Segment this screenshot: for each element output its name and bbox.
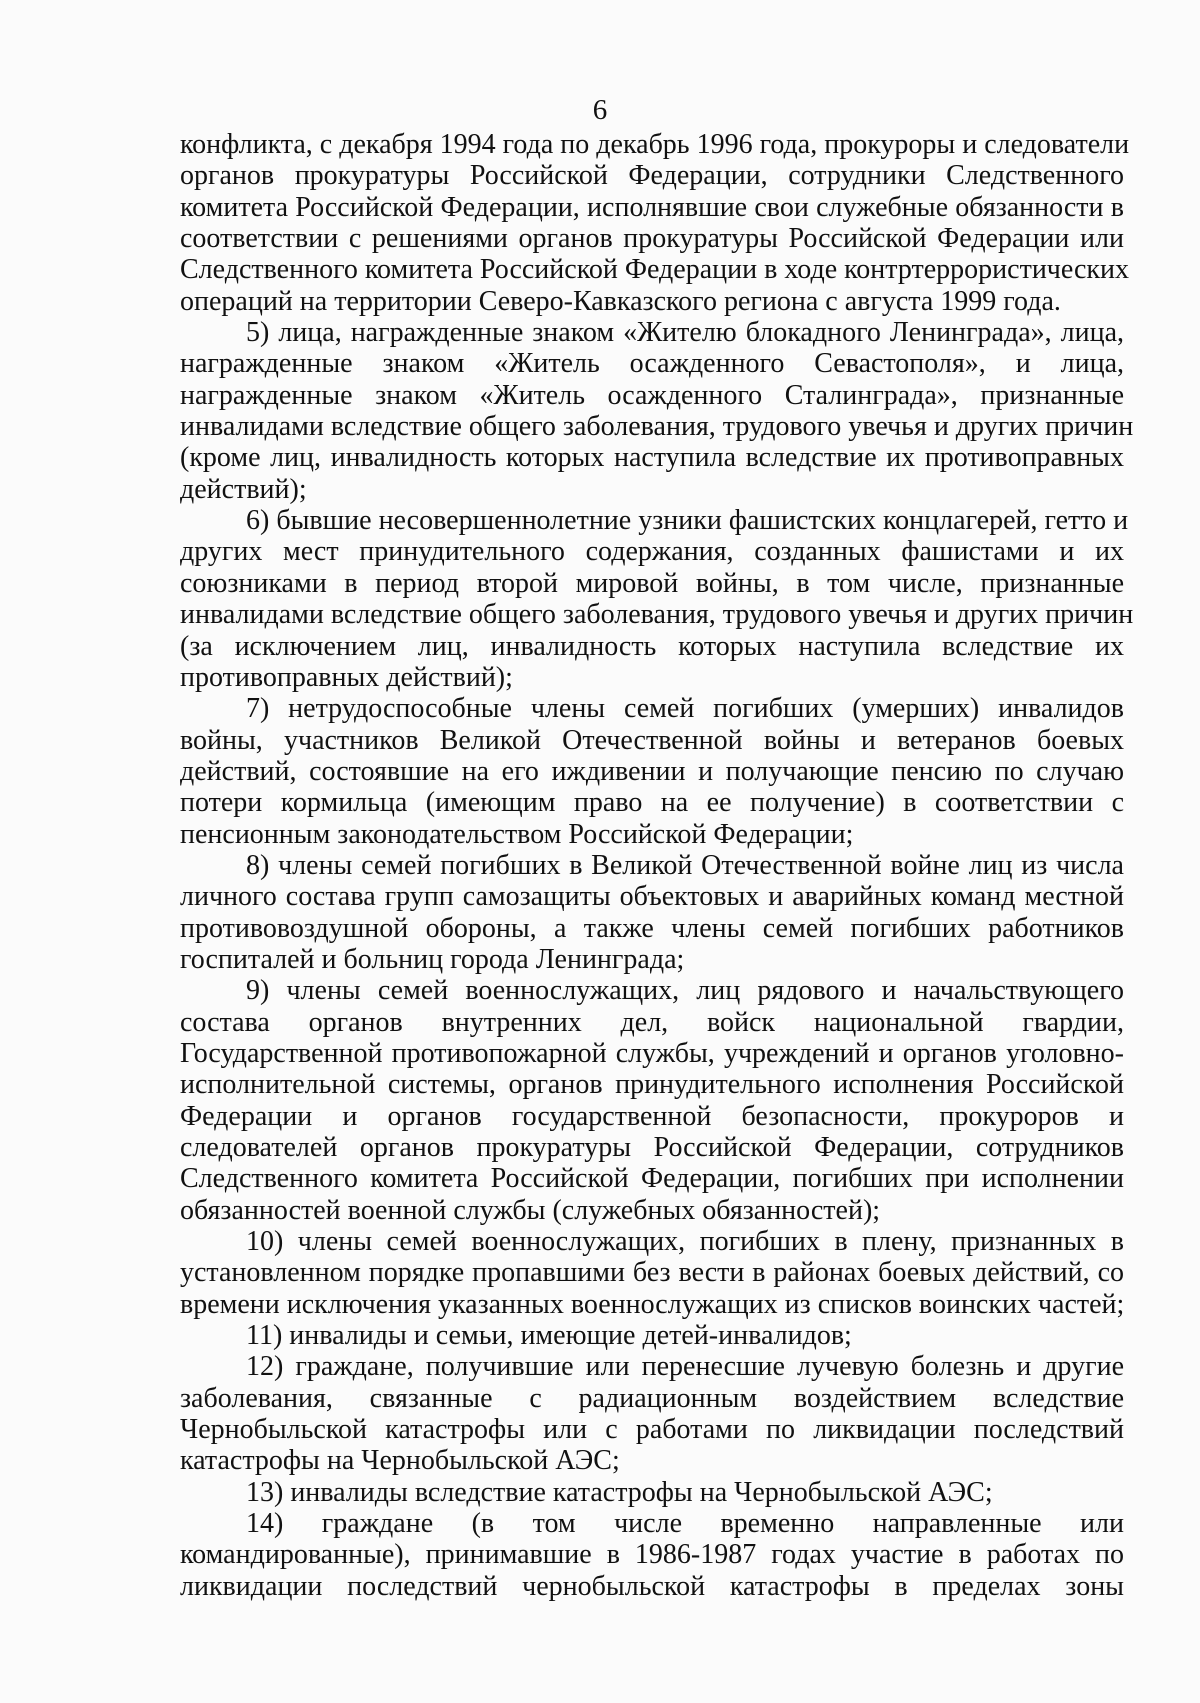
text-line: 13) инвалиды вследствие катастрофы на Чернобыльской АЭС;: [246, 1476, 993, 1508]
page-number: 6: [592, 94, 608, 126]
text-line: комитета Российской Федерации, исполнявшие свои служебные обязанности в: [180, 191, 1124, 223]
text-line: установленном порядке пропавшими без вести в районах боевых действий, со: [180, 1257, 1124, 1289]
text-line: пенсионным законодательством Российской Федерации;: [180, 818, 854, 850]
text-line: 7) нетрудоспособные члены семей погибших (умерших) инвалидов: [246, 693, 1124, 725]
text-line: награжденные знаком «Житель осажденного Севастополя», и лица,: [180, 348, 1124, 380]
document-body: [180, 129, 1134, 1602]
text-line: Следственного комитета Российской Федерации в ходе контртеррористических: [180, 254, 1130, 286]
text-line: Чернобыльской катастрофы или с работами по ликвидации последствий: [180, 1414, 1124, 1446]
text-line: инвалидами вследствие общего заболевания, трудового увечья и других причин: [180, 599, 1134, 631]
text-line: операций на территории Северо-Кавказского региона с августа 1999 года.: [180, 285, 1061, 317]
text-line: потери кормильца (имеющим право на ее получение) в соответствии с: [180, 787, 1124, 819]
text-line: личного состава групп самозащиты объектовых и аварийных команд местной: [180, 881, 1124, 913]
text-line: командированные), принимавшие в 1986-1987 годах участие в работах по: [180, 1539, 1124, 1571]
text-line: 14) граждане (в том числе временно направленные или: [246, 1508, 1124, 1540]
text-line: 5) лица, награжденные знаком «Жителю блокадного Ленинграда», лица,: [246, 317, 1124, 349]
text-line: ликвидации последствий чернобыльской катастрофы в пределах зоны: [180, 1570, 1124, 1602]
text-line: органов прокуратуры Российской Федерации, сотрудники Следственного: [180, 160, 1124, 192]
text-line: госпиталей и больниц города Ленинграда;: [180, 943, 685, 975]
text-line: 12) граждане, получившие или перенесшие лучевую болезнь и другие: [246, 1351, 1124, 1383]
text-line: противовоздушной обороны, а также члены семей погибших работников: [180, 912, 1124, 944]
text-line: заболевания, связанные с радиационным воздействием вследствие: [180, 1382, 1124, 1414]
text-line: других мест принудительного содержания, созданных фашистами и их: [180, 536, 1124, 568]
text-line: войны, участников Великой Отечественной войны и ветеранов боевых: [180, 724, 1124, 756]
text-line: союзниками в период второй мировой войны, в том числе, признанные: [180, 567, 1124, 599]
text-line: катастрофы на Чернобыльской АЭС;: [180, 1445, 620, 1477]
text-line: конфликта, с декабря 1994 года по декабрь 1996 года, прокуроры и следователи: [180, 129, 1130, 160]
text-line: состава органов внутренних дел, войск национальной гвардии,: [180, 1006, 1124, 1038]
text-line: (за исключением лиц, инвалидность которых наступила вследствие их: [180, 630, 1124, 662]
text-line: инвалидами вследствие общего заболевания, трудового увечья и других причин: [180, 411, 1134, 443]
text-line: противоправных действий);: [180, 661, 513, 693]
text-line: Федерации и органов государственной безопасности, прокуроров и: [180, 1100, 1124, 1132]
text-line: 9) члены семей военнослужащих, лиц рядового и начальствующего: [246, 975, 1124, 1007]
text-line: награжденные знаком «Житель осажденного Сталинграда», признанные: [180, 379, 1124, 411]
text-line: (кроме лиц, инвалидность которых наступила вследствие их противоправных: [180, 442, 1124, 474]
text-line: 11) инвалиды и семьи, имеющие детей-инвалидов;: [246, 1320, 852, 1352]
text-line: соответствии с решениями органов прокуратуры Российской Федерации или: [180, 223, 1124, 255]
text-line: 10) члены семей военнослужащих, погибших в плену, признанных в: [246, 1226, 1124, 1258]
text-line: 6) бывшие несовершеннолетние узники фашистских концлагерей, гетто и: [246, 505, 1129, 537]
text-line: действий, состоявшие на его иждивении и получающие пенсию по случаю: [180, 755, 1124, 787]
text-line: обязанностей военной службы (служебных обязанностей);: [180, 1194, 881, 1226]
text-line: действий);: [180, 473, 307, 505]
text-line: исполнительной системы, органов принудительного исполнения Российской: [180, 1069, 1124, 1101]
text-line: Государственной противопожарной службы, учреждений и органов уголовно-: [180, 1037, 1124, 1069]
text-line: времени исключения указанных военнослужащих из списков воинских частей;: [180, 1288, 1125, 1320]
text-line: Следственного комитета Российской Федерации, погибших при исполнении: [180, 1163, 1124, 1195]
text-line: следователей органов прокуратуры Российской Федерации, сотрудников: [180, 1132, 1124, 1163]
text-line: 8) члены семей погибших в Великой Отечественной войне лиц из числа: [246, 849, 1124, 881]
